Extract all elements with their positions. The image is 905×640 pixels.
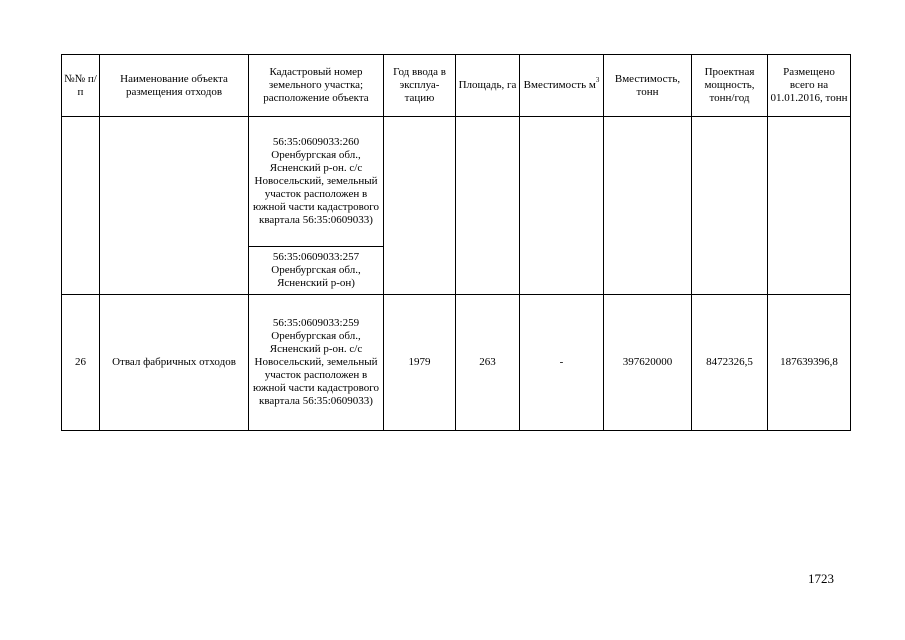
cell-num-26: 26: [62, 295, 100, 431]
table-row-continuation-1: [62, 117, 851, 247]
cell-capacity-m3-26: -: [520, 295, 604, 431]
cell-design-capacity-26: 8472326,5: [692, 295, 768, 431]
header-area: Площадь, га: [456, 55, 520, 117]
header-capacity-t: Вместимость, тонн: [604, 55, 692, 117]
cell-placed-empty: [768, 117, 851, 295]
cell-area-26: 263: [456, 295, 520, 431]
header-row: [62, 55, 851, 117]
waste-facilities-table: [61, 54, 851, 431]
cell-capacity-t-26: 397620000: [604, 295, 692, 431]
header-cadastral: Кадастровый номер земельного участка; расположение объекта: [249, 55, 384, 117]
header-num: №№ п/п: [62, 55, 100, 117]
header-capacity-m3-label: Вместимость м: [523, 79, 596, 91]
cell-cadastral-260: 56:35:0609033:260 Оренбургская обл., Ясненский р-он. с/с Новосельский, земельный участок расположен в южной части кадастрового квартала 56:35:0609033): [249, 117, 384, 247]
cell-num-empty: [62, 117, 100, 295]
page-number: 1723: [808, 571, 834, 586]
cell-design-capacity-empty: [692, 117, 768, 295]
cell-year-26: 1979: [384, 295, 456, 431]
header-year: Год ввода в эксплуа-тацию: [384, 55, 456, 117]
cell-area-empty: [456, 117, 520, 295]
cell-placed-26: 187639396,8: [768, 295, 851, 431]
cell-capacity-t-empty: [604, 117, 692, 295]
header-design-capacity: Проектная мощность, тонн/год: [692, 55, 768, 117]
header-placed: Размещено всего на 01.01.2016, тонн: [768, 55, 851, 117]
cell-cadastral-259: 56:35:0609033:259 Оренбургская обл., Ясненский р-он. с/с Новосельский, земельный участок расположен в южной части кадастрового квартала 56:35:0609033): [249, 295, 384, 431]
cell-name-empty: [100, 117, 249, 295]
cell-capacity-m3-empty: [520, 117, 604, 295]
cell-year-empty: [384, 117, 456, 295]
cell-name-26: Отвал фабричных отходов: [100, 295, 249, 431]
header-capacity-m3-superscript: 3: [595, 76, 600, 84]
header-capacity-m3: [520, 55, 604, 117]
header-name: Наименование объекта размещения отходов: [100, 55, 249, 117]
cell-cadastral-257: 56:35:0609033:257 Оренбургская обл., Ясненский р-он): [249, 247, 384, 295]
table-row-26: [62, 295, 851, 431]
